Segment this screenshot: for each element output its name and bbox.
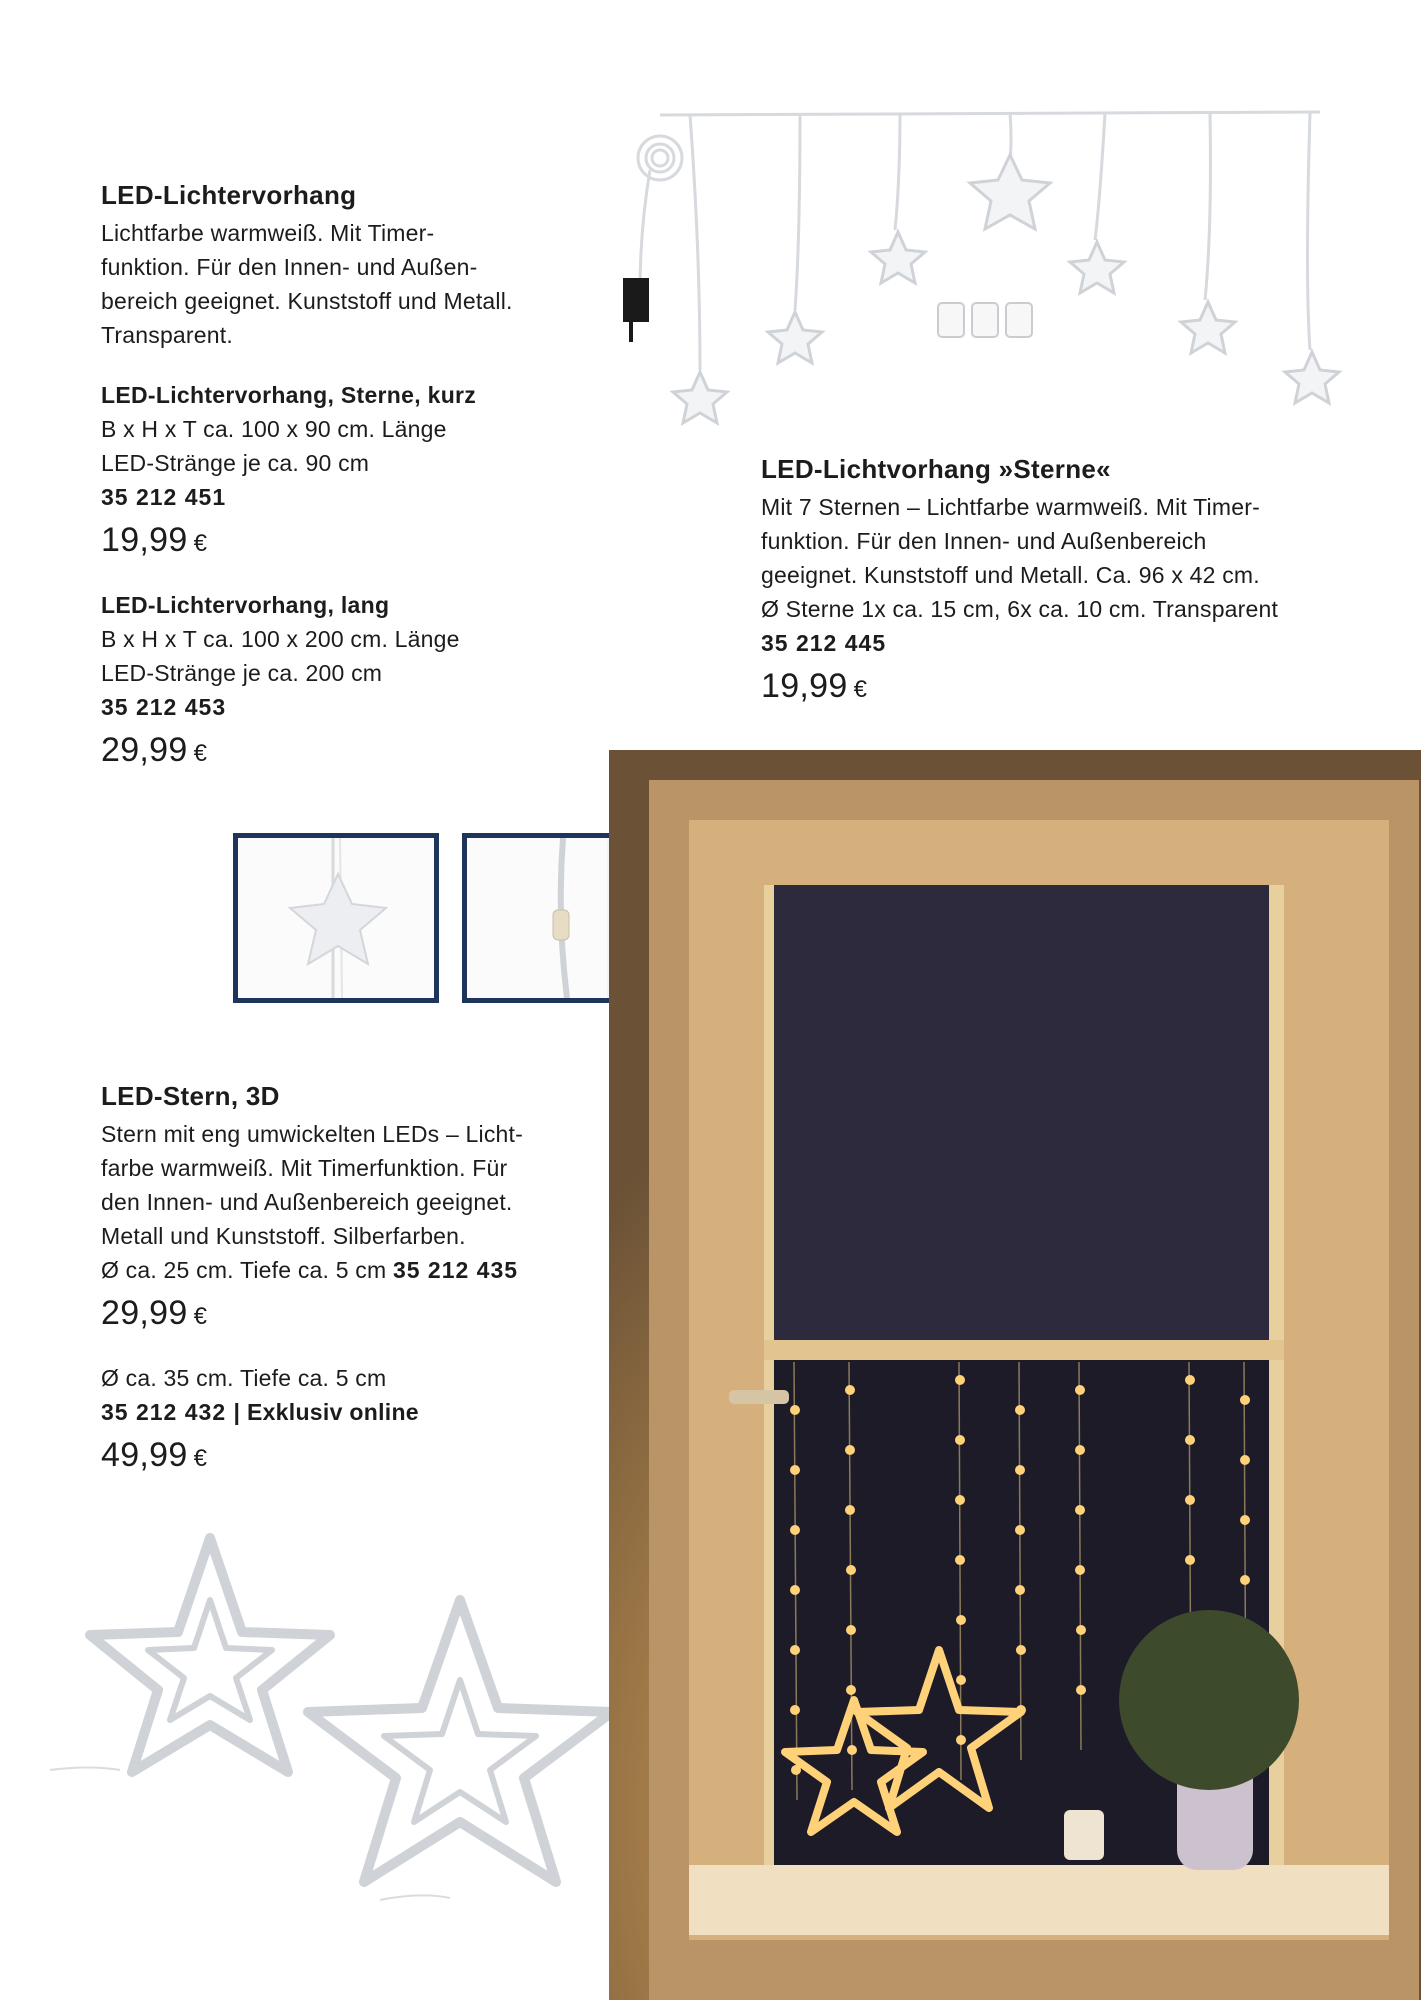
- price-value: 19,99: [101, 521, 188, 559]
- curtain-stars: [673, 155, 1339, 423]
- stars-curtain-description: Mit 7 Sternen – Lichtfarbe warmweiß. Mit Timer- funktion. Für den Innen- und Außenbereich geeignet. Kunststoff und Metall. Ca. 96 x 42 cm. Ø Sterne 1x ca. 15 cm, 6x ca. 10 cm. Transparent: [761, 494, 1279, 622]
- exclusive-online-note: | Exklusiv online: [233, 1399, 419, 1425]
- star3d-variant1-price: [101, 1291, 601, 1339]
- star3d-variant2-price: [101, 1433, 601, 1481]
- price-value: 49,99: [101, 1436, 188, 1474]
- star3d-variant1-article: 35 212 435: [392, 1257, 519, 1283]
- star3d-variant2-line: [101, 1395, 601, 1429]
- window-upper-pane: [774, 885, 1269, 1340]
- window-sill: [689, 1865, 1389, 1935]
- curtain-star-icon: [970, 155, 1050, 229]
- stars-curtain-title: LED-Lichtvorhang »Sterne«: [761, 454, 1111, 484]
- curtain-variant-short-price: [101, 518, 591, 566]
- stars-curtain-article: 35 212 445: [761, 630, 887, 656]
- window-with-light-curtain-photo: [609, 750, 1421, 2000]
- window-handle: [729, 1390, 789, 1404]
- curtain-variant-short-name: LED-Lichtervorhang, Sterne, kurz: [101, 382, 477, 408]
- curtain-description: Lichtfarbe warmweiß. Mit Timer- funktion. Für den Innen- und Außen- bereich geeignet. Kunststoff und Metall. Transparent.: [101, 220, 513, 348]
- stars-curtain-price: [761, 664, 1381, 712]
- detail-star-icon: [290, 874, 386, 964]
- star-detail-graphic: [238, 838, 434, 998]
- currency-symbol: €: [193, 530, 208, 557]
- star3d-description: Stern mit eng umwickelten LEDs – Licht- farbe warmweiß. Mit Timerfunktion. Für den Innen- und Außenbereich geeignet. Metall und Kunststoff. Silberfarben.: [101, 1121, 523, 1249]
- music-box: [1064, 1810, 1104, 1860]
- curtain-variant-long-details: B x H x T ca. 100 x 200 cm. Länge LED-Stränge je ca. 200 cm: [101, 626, 460, 686]
- adhesive-hooks: [938, 303, 1032, 337]
- curtain-star-icon: [768, 312, 822, 363]
- currency-symbol: €: [193, 1303, 208, 1330]
- star3d-variant1-line: [101, 1253, 601, 1287]
- star3d-variant2-size: Ø ca. 35 cm. Tiefe ca. 5 cm: [101, 1365, 387, 1391]
- curtain-variant-long-name: LED-Lichtervorhang, lang: [101, 592, 390, 618]
- star-detail-thumbnail: [233, 833, 439, 1003]
- price-value: 19,99: [761, 667, 848, 705]
- curtain-title: LED-Lichtervorhang: [101, 180, 357, 210]
- curtain-star-icon: [673, 372, 727, 423]
- currency-symbol: €: [853, 676, 868, 703]
- curtain-star-icon: [1070, 242, 1124, 293]
- star3d-variant1-size: Ø ca. 25 cm. Tiefe ca. 5 cm: [101, 1257, 387, 1283]
- curtain-variant-long-article: 35 212 453: [101, 694, 227, 720]
- curtain-variant-short-article: 35 212 451: [101, 484, 227, 510]
- currency-symbol: €: [193, 740, 208, 767]
- star3d-title: LED-Stern, 3D: [101, 1081, 280, 1111]
- star-curtain-product-image: [0, 0, 1421, 460]
- stars-curtain-section: [761, 452, 1381, 712]
- small-fir-tree: [1119, 1610, 1299, 1790]
- large-3d-star-icon: [308, 1600, 612, 1882]
- star3d-variant2-article: 35 212 432: [101, 1399, 227, 1425]
- curtain-star-icon: [1285, 352, 1339, 403]
- price-value: 29,99: [101, 731, 188, 769]
- curtain-variant-short-details: B x H x T ca. 100 x 90 cm. Länge LED-Stränge je ca. 90 cm: [101, 416, 447, 476]
- currency-symbol: €: [193, 1445, 208, 1472]
- curtain-variant-long-price: [101, 728, 591, 776]
- small-3d-star-icon: [90, 1538, 330, 1772]
- star3d-section: [101, 1079, 601, 1481]
- 3d-star-product-image: [0, 1520, 640, 1920]
- price-value: 29,99: [101, 1294, 188, 1332]
- curtain-star-icon: [1181, 302, 1235, 353]
- curtain-star-icon: [871, 232, 925, 283]
- window-scene-graphic: [609, 750, 1421, 2000]
